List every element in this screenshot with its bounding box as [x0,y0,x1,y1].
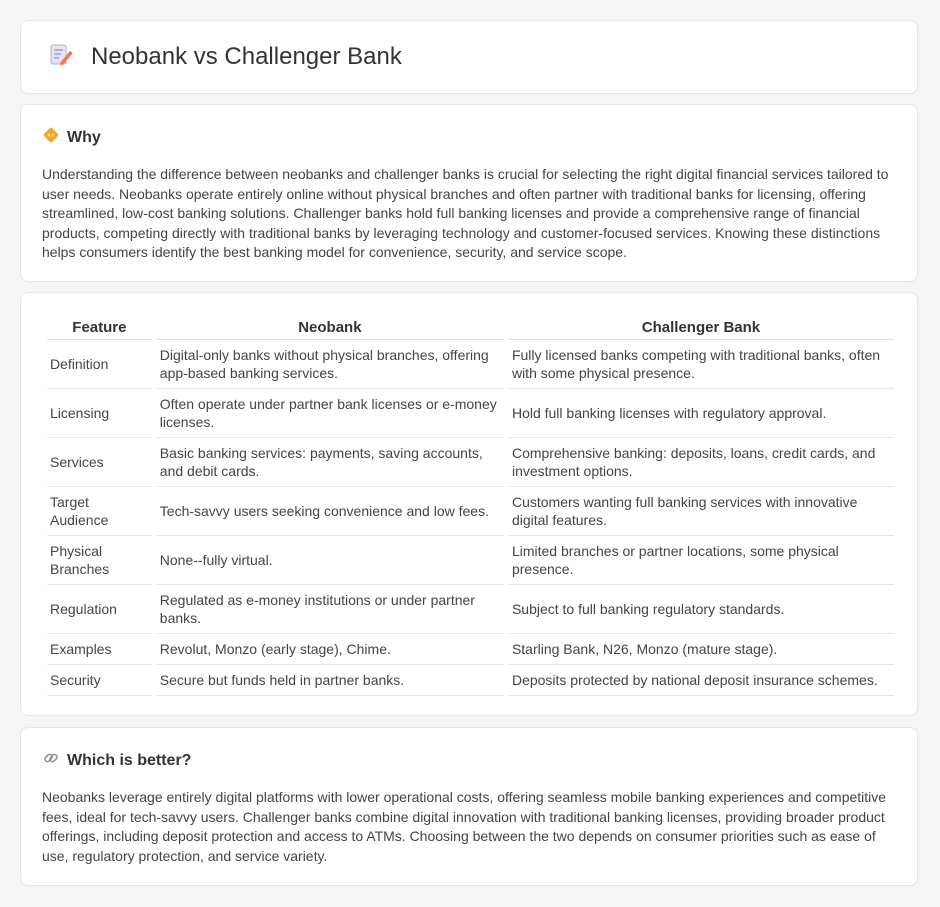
feature-cell: Services [47,438,152,487]
title-card [20,20,918,94]
why-heading: Why [67,128,101,146]
feature-cell: Security [47,665,152,696]
why-paragraph: Understanding the difference between neobanks and challenger banks is crucial for selecting the right digital financial services tailored to user needs. Neobanks operate entirely online without physical branches and often partner with traditional banks for licensing, offering streamlined, low-cost banking solutions. Challenger banks hold full banking licenses and provide a comprehensive range of financial products, competing directly with traditional banks by leveraging technology and customer-focused services. Knowing these distinctions helps consumers identify the best banking model for convenience, security, and service scope. [42,166,889,261]
header-feature: Feature [47,317,152,340]
feature-cell: Regulation [47,585,152,634]
which-is-better-paragraph: Neobanks leverage entirely digital platforms with lower operational costs, offering seamless mobile banking experiences and competitive fees, ideal for tech-savvy users. Challenger banks combine digital innovation with traditional banking licenses, providing broader product offerings, including deposit protection and access to ATMs. Choosing between the two depends on consumer priorities such as ease of use, regulatory protection, and service variety. [42,789,887,864]
challenger-cell: Subject to full banking regulatory standards. [508,585,894,634]
header-neobank: Neobank [156,317,504,340]
feature-cell: Physical Branches [47,536,152,585]
comparison-card [20,292,918,716]
page-title: Neobank vs Challenger Bank [91,43,402,70]
table-row [47,487,894,536]
challenger-cell: Fully licensed banks competing with traditional banks, often with some physical presence. [508,340,894,389]
feature-cell: Licensing [47,389,152,438]
neobank-cell: Basic banking services: payments, saving accounts, and debit cards. [156,438,504,487]
memo-pencil-icon [47,42,73,73]
challenger-cell: Customers wanting full banking services with innovative digital features. [508,487,894,536]
table-row [47,536,894,585]
neobank-cell: Regulated as e-money institutions or under partner banks. [156,585,504,634]
which-is-better-section [20,727,918,886]
challenger-cell: Limited branches or partner locations, some physical presence. [508,536,894,585]
neobank-cell: Often operate under partner bank licenses or e-money licenses. [156,389,504,438]
table-row [47,438,894,487]
header-challenger: Challenger Bank [508,317,894,340]
diamond-arrows-icon [43,127,59,148]
challenger-cell: Starling Bank, N26, Monzo (mature stage). [508,634,894,665]
which-is-better-heading: Which is better? [67,751,192,769]
neobank-cell: Secure but funds held in partner banks. [156,665,504,696]
feature-cell: Examples [47,634,152,665]
feature-cell: Definition [47,340,152,389]
table-row [47,340,894,389]
why-section [20,104,918,282]
challenger-cell: Hold full banking licenses with regulatory approval. [508,389,894,438]
neobank-cell: Revolut, Monzo (early stage), Chime. [156,634,504,665]
neobank-cell: Digital-only banks without physical branches, offering app-based banking services. [156,340,504,389]
challenger-cell: Deposits protected by national deposit insurance schemes. [508,665,894,696]
table-row [47,665,894,696]
comparison-table [43,317,898,696]
neobank-cell: Tech-savvy users seeking convenience and low fees. [156,487,504,536]
feature-cell: Target Audience [47,487,152,536]
link-icon [43,750,59,771]
challenger-cell: Comprehensive banking: deposits, loans, credit cards, and investment options. [508,438,894,487]
table-header-row [47,317,894,340]
table-row [47,389,894,438]
table-row [47,634,894,665]
table-row [47,585,894,634]
neobank-cell: None--fully virtual. [156,536,504,585]
